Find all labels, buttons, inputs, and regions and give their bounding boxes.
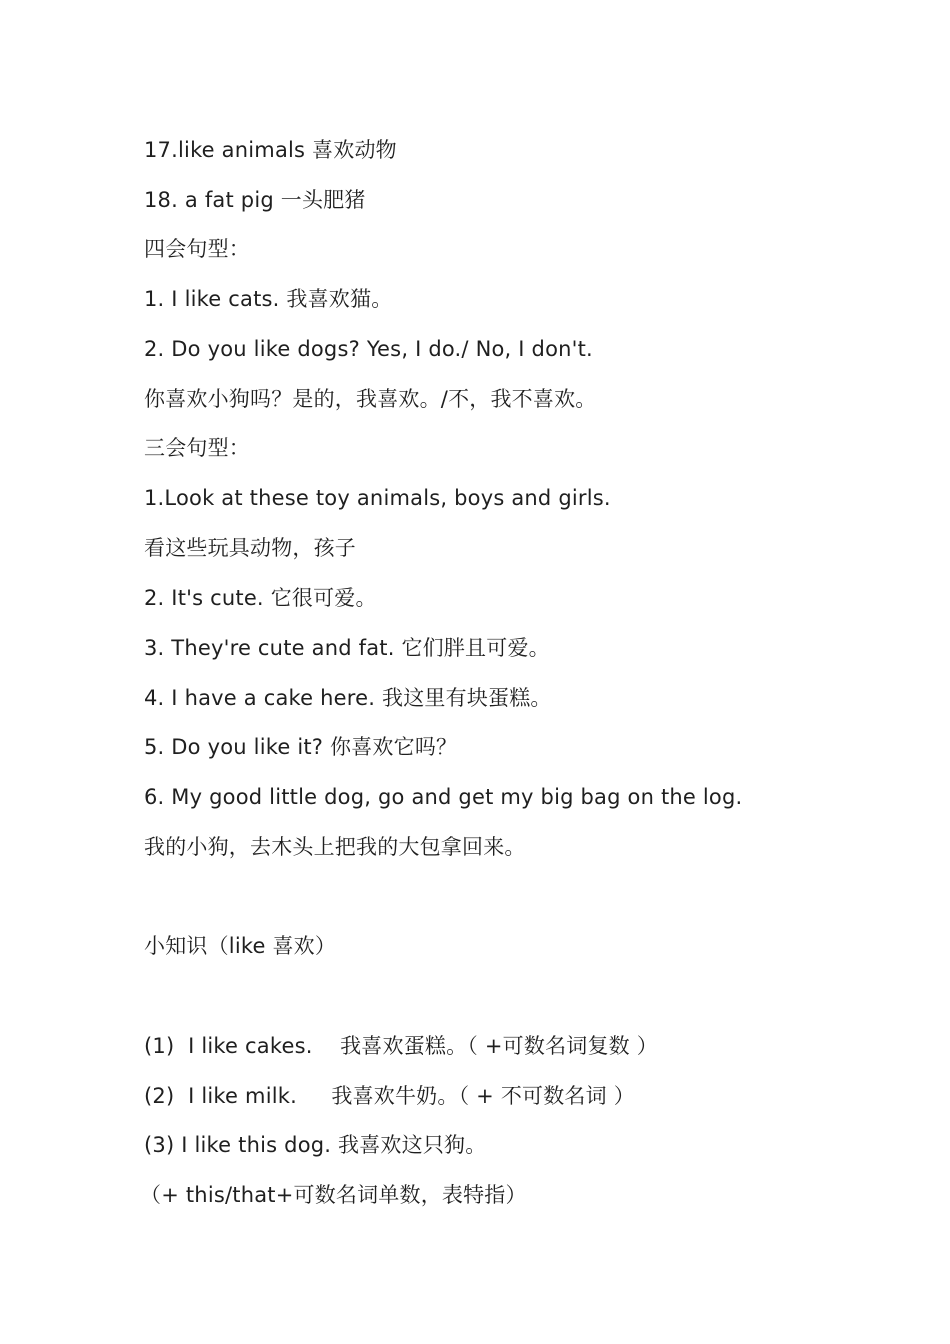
tip-note-line: （+ this/that+可数名词单数，表特指） — [140, 1183, 527, 1207]
tip-heading: 小知识（like 喜欢） — [144, 934, 337, 958]
tip-example-line: (3) I like this dog. 我喜欢这只狗。 — [144, 1133, 487, 1157]
tip-example-line: (1) I like cakes. 我喜欢蛋糕。（ +可数名词复数 ） — [144, 1034, 658, 1058]
translation-line: 我的小狗，去木头上把我的大包拿回来。 — [144, 835, 526, 859]
translation-line: 你喜欢小狗吗？是的，我喜欢。/不，我不喜欢。 — [144, 387, 597, 411]
sentence-line: 2. Do you like dogs? Yes, I do./ No, I don't. — [144, 337, 593, 361]
section-heading-four-skill-sentences: 四会句型： — [144, 237, 250, 261]
sentence-line: 3. They're cute and fat. 它们胖且可爱。 — [144, 636, 550, 660]
sentence-line: 4. I have a cake here. 我这里有块蛋糕。 — [144, 686, 552, 710]
sentence-line: 5. Do you like it? 你喜欢它吗？ — [144, 735, 458, 759]
tip-example-line: (2) I like milk. 我喜欢牛奶。（ + 不可数名词 ） — [144, 1084, 635, 1108]
section-heading-three-skill-sentences: 三会句型： — [144, 436, 250, 460]
sentence-line: 6. My good little dog, go and get my big bag on the log. — [144, 785, 743, 809]
sentence-line: 1.Look at these toy animals, boys and girls. — [144, 486, 611, 510]
translation-line: 看这些玩具动物，孩子 — [144, 536, 356, 560]
vocab-line-18: 18. a fat pig 一头肥猪 — [144, 188, 366, 212]
vocab-line-17: 17.like animals 喜欢动物 — [144, 138, 397, 162]
sentence-line: 1. I like cats. 我喜欢猫。 — [144, 287, 393, 311]
sentence-line: 2. It's cute. 它很可爱。 — [144, 586, 377, 610]
